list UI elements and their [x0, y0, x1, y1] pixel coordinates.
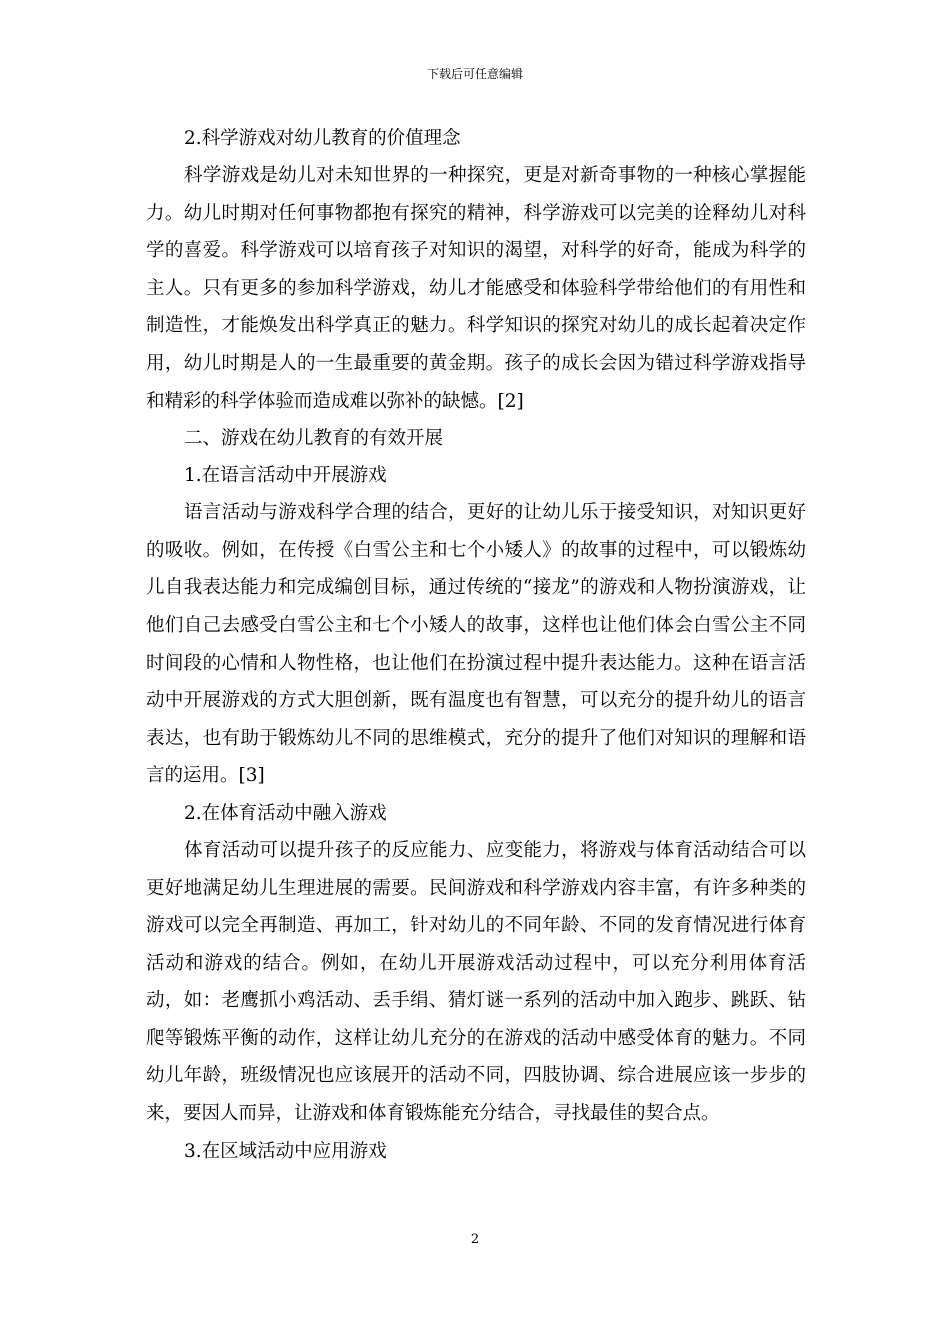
- document-body: [146, 120, 806, 1170]
- paragraph-language-activities: 语言活动与游戏科学合理的结合，更好的让幼儿乐于接受知识，对知识更好的吸收。例如，在传授《白雪公主和七个小矮人》的故事的过程中，可以锻炼幼儿自我表达能力和完成编创目标，通过传统的“接龙”的游戏和人物扮演游戏，让他们自己去感受白雪公主和七个小矮人的故事，这样也让他们体会白雪公主不同时间段的心情和人物性格，也让他们在扮演过程中提升表达能力。这种在语言活动中开展游戏的方式大胆创新，既有温度也有智慧，可以充分的提升幼儿的语言表达，也有助于锻炼幼儿不同的思维模式，充分的提升了他们对知识的理解和语言的运用。[3]: [146, 502, 806, 787]
- page-number: 2: [470, 1232, 480, 1247]
- subheading-sports-activities: 2.在体育活动中融入游戏: [184, 802, 387, 824]
- section-heading-games-in-education: 二、游戏在幼儿教育的有效开展: [184, 428, 444, 450]
- subheading-language-activities: 1.在语言活动中开展游戏: [184, 465, 387, 487]
- paragraph-science-game-value: 科学游戏是幼儿对未知世界的一种探究，更是对新奇事物的一种核心掌握能力。幼儿时期对任何事物都抱有探究的精神，科学游戏可以完美的诠释幼儿对科学的喜爱。科学游戏可以培育孩子对知识的渴望，对科学的好奇，能成为科学的主人。只有更多的参加科学游戏，幼儿才能感受和体验科学带给他们的有用性和制造性，才能焕发出科学真正的魅力。科学知识的探究对幼儿的成长起着决定作用，幼儿时期是人的一生最重要的黄金期。孩子的成长会因为错过科学游戏指导和精彩的科学体验而造成难以弥补的缺憾。[2]: [146, 165, 806, 412]
- paragraph-sports-activities: 体育活动可以提升孩子的反应能力、应变能力，将游戏与体育活动结合可以更好地满足幼儿生理进展的需要。民间游戏和科学游戏内容丰富，有许多种类的游戏可以完全再制造、再加工，针对幼儿的不同年龄、不同的发育情况进行体育活动和游戏的结合。例如，在幼儿开展游戏活动过程中，可以充分利用体育活动，如：老鹰抓小鸡活动、丢手绢、猜灯谜一系列的活动中加入跑步、跳跃、钻爬等锻炼平衡的动作，这样让幼儿充分的在游戏的活动中感受体育的魅力。不同幼儿年龄，班级情况也应该展开的活动不同，四肢协调、综合进展应该一步步的来，要因人而异，让游戏和体育锻炼能充分结合，寻找最佳的契合点。: [146, 839, 806, 1125]
- subheading-science-game-value: 2.科学游戏对幼儿教育的价值理念: [184, 128, 461, 149]
- page-header: 下载后可任意编辑: [426, 67, 523, 81]
- subheading-area-activities: 3.在区域活动中应用游戏: [184, 1140, 387, 1162]
